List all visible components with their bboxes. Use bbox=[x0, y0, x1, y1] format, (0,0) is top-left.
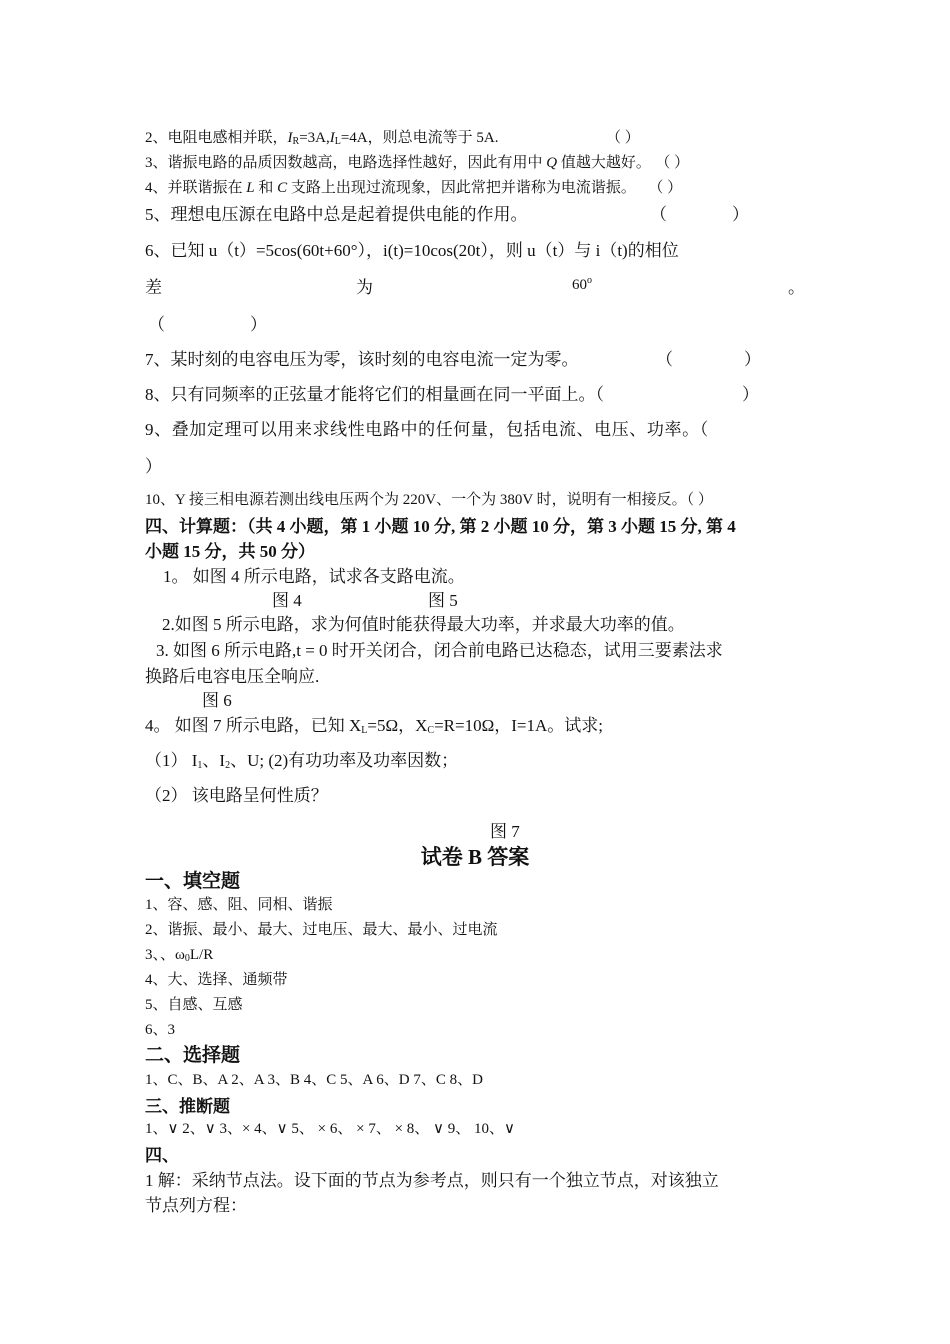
q3-text-end: 值越大越好。 bbox=[557, 155, 651, 171]
q6-word-cha: 差 bbox=[145, 278, 162, 297]
q2-current-symbol-l: I bbox=[329, 130, 335, 146]
q5-paren-close: ） bbox=[732, 205, 749, 224]
problem-2: 2.如图 5 所示电路，求为何值时能获得最大功率，并求最大功率的值。 bbox=[162, 615, 685, 634]
q4-c-symbol: C bbox=[277, 180, 288, 196]
figure-5-caption: 图 5 bbox=[428, 591, 458, 610]
answers-s2-line: 1、C、B、A 2、A 3、B 4、C 5、A 6、D 7、C 8、D bbox=[145, 1072, 483, 1088]
answers-title: 试卷 B 答案 bbox=[420, 845, 530, 869]
problem-3-line1: 3. 如图 6 所示电路,t = 0 时开关闭合，闭合前电路已达稳态，试用三要素法求 bbox=[156, 641, 723, 660]
s1-item3-text-end: L/R bbox=[189, 947, 214, 963]
q6-degree-symbol: o bbox=[587, 275, 592, 286]
p4-text-end: =R=10Ω，I=1A。试求; bbox=[434, 716, 603, 735]
q6-paren-open: （ bbox=[148, 315, 165, 334]
section4-heading-line1: 四、计算题：（共 4 小题，第 1 小题 10 分, 第 2 小题 10 分，第 3 小题 15 分, 第 4 bbox=[145, 517, 736, 536]
q4-l-symbol: L bbox=[246, 180, 255, 196]
answers-s4-line1: 1 解：采纳节点法。设下面的节点为参考点，则只有一个独立节点，对该独立 bbox=[145, 1171, 719, 1190]
q2-subscript-r: R bbox=[292, 136, 300, 147]
figure-6-caption: 图 6 bbox=[202, 691, 232, 710]
q6-paren-close: ） bbox=[250, 315, 267, 334]
q2-current-symbol-r: I bbox=[287, 130, 293, 146]
q7-paren-close: ） bbox=[744, 350, 761, 369]
q2-answer-paren: （ ） bbox=[606, 130, 640, 146]
s1-item3-text: 3、、ω bbox=[145, 947, 185, 963]
answers-s1-item4: 4、大、选择、通频带 bbox=[145, 972, 288, 988]
answers-s3-line: 1、∨ 2、∨ 3、× 4、∨ 5、 × 6、 × 7、 × 8、 ∨ 9、 10、∨ bbox=[145, 1121, 515, 1137]
problem-1: 1。 如图 4 所示电路，试求各支路电流。 bbox=[163, 567, 465, 586]
q3-answer-paren: （ ） bbox=[662, 155, 690, 171]
q4-text-mid: 和 bbox=[254, 180, 278, 196]
p4-text-mid: =5Ω，X bbox=[367, 716, 428, 735]
q6-period: 。 bbox=[788, 278, 805, 297]
answers-section1-heading: 一、填空题 bbox=[145, 871, 241, 892]
question-7: 7、某时刻的电容电压为零，该时刻的电容电流一定为零。 bbox=[145, 350, 579, 369]
answers-section3-heading: 三、推断题 bbox=[145, 1097, 230, 1116]
question-2 bbox=[145, 126, 498, 147]
problem-4-sub1 bbox=[145, 746, 458, 771]
q8-paren-close: ） bbox=[742, 385, 759, 404]
s1-item3-subscript: 0 bbox=[184, 953, 190, 964]
p4-xc-subscript: C bbox=[427, 725, 435, 736]
q3-q-symbol: Q bbox=[546, 155, 558, 171]
answers-section2-heading: 二、选择题 bbox=[145, 1045, 241, 1066]
question-4 bbox=[145, 176, 682, 197]
figure-7-caption: 图 7 bbox=[490, 822, 520, 841]
q2-text-end: =4A，则总电流等于 5A. bbox=[340, 130, 499, 146]
q6-phase-number: 60 bbox=[572, 277, 587, 293]
problem-3-line2: 换路后电容电压全响应. bbox=[145, 667, 320, 686]
question-6-line1: 6、已知 u（t）=5cos(60t+60°），i(t)=10cos(20t），则 u（t）与 i（t)的相位 bbox=[145, 241, 679, 260]
p4-q1-text-b: 、I bbox=[202, 751, 226, 770]
problem-4-sub2: （2） 该电路呈何性质？ bbox=[145, 786, 328, 805]
p4-q1-text: （1） I bbox=[145, 751, 198, 770]
q2-text: 2、电阻电感相并联， bbox=[145, 130, 288, 146]
question-10: 10、Y 接三相电源若测出线电压两个为 220V、一个为 380V 时，说明有一相接反。（ ） bbox=[145, 492, 713, 508]
answers-s4-line2: 节点列方程： bbox=[145, 1196, 247, 1215]
q2-subscript-l: L bbox=[334, 136, 341, 147]
q6-phase-value bbox=[572, 275, 592, 294]
p4-q1-sub1: 1 bbox=[197, 760, 203, 771]
p4-q1-text-c: 、U; (2)有功功率及功率因数； bbox=[230, 751, 459, 770]
question-9-line2: ） bbox=[145, 457, 162, 476]
q4-text: 4、并联谐振在 bbox=[145, 180, 247, 196]
answers-s1-item1: 1、容、感、阻、同相、谐振 bbox=[145, 897, 333, 913]
p4-text: 4。 如图 7 所示电路，已知 X bbox=[145, 716, 362, 735]
answers-s1-item3 bbox=[145, 943, 213, 964]
answers-s1-item6: 6、3 bbox=[145, 1022, 176, 1038]
q5-paren-open: （ bbox=[650, 205, 667, 224]
question-9: 9、叠加定理可以用来求线性电路中的任何量，包括电流、电压、功率。（ bbox=[145, 420, 709, 439]
figure-4-caption: 图 4 bbox=[272, 591, 302, 610]
answers-s1-item5: 5、自感、互感 bbox=[145, 997, 243, 1013]
answers-s1-item2: 2、谐振、最小、最大、过电压、最大、最小、过电流 bbox=[145, 922, 498, 938]
q4-text-end: 支路上出现过流现象，因此常把并谐称为电流谐振。 bbox=[287, 180, 636, 196]
q2-value-r: =3A, bbox=[299, 130, 330, 146]
question-3 bbox=[145, 151, 689, 172]
answers-section4-heading: 四、 bbox=[145, 1146, 179, 1165]
problem-4 bbox=[145, 711, 603, 736]
section4-heading-line2: 小题 15 分，共 50 分） bbox=[145, 542, 315, 561]
question-8: 8、只有同频率的正弦量才能将它们的相量画在同一平面上。（ bbox=[145, 385, 604, 404]
q3-text: 3、谐振电路的品质因数越高，电路选择性越好，因此有用中 bbox=[145, 155, 547, 171]
q4-answer-paren: （ ） bbox=[655, 180, 683, 196]
p4-xl-subscript: L bbox=[361, 725, 368, 736]
q6-word-wei: 为 bbox=[356, 278, 373, 297]
q7-paren-open: （ bbox=[656, 350, 673, 369]
question-5: 5、理想电压源在电路中总是起着提供电能的作用。 bbox=[145, 205, 528, 224]
p4-q1-sub2: 2 bbox=[225, 760, 231, 771]
